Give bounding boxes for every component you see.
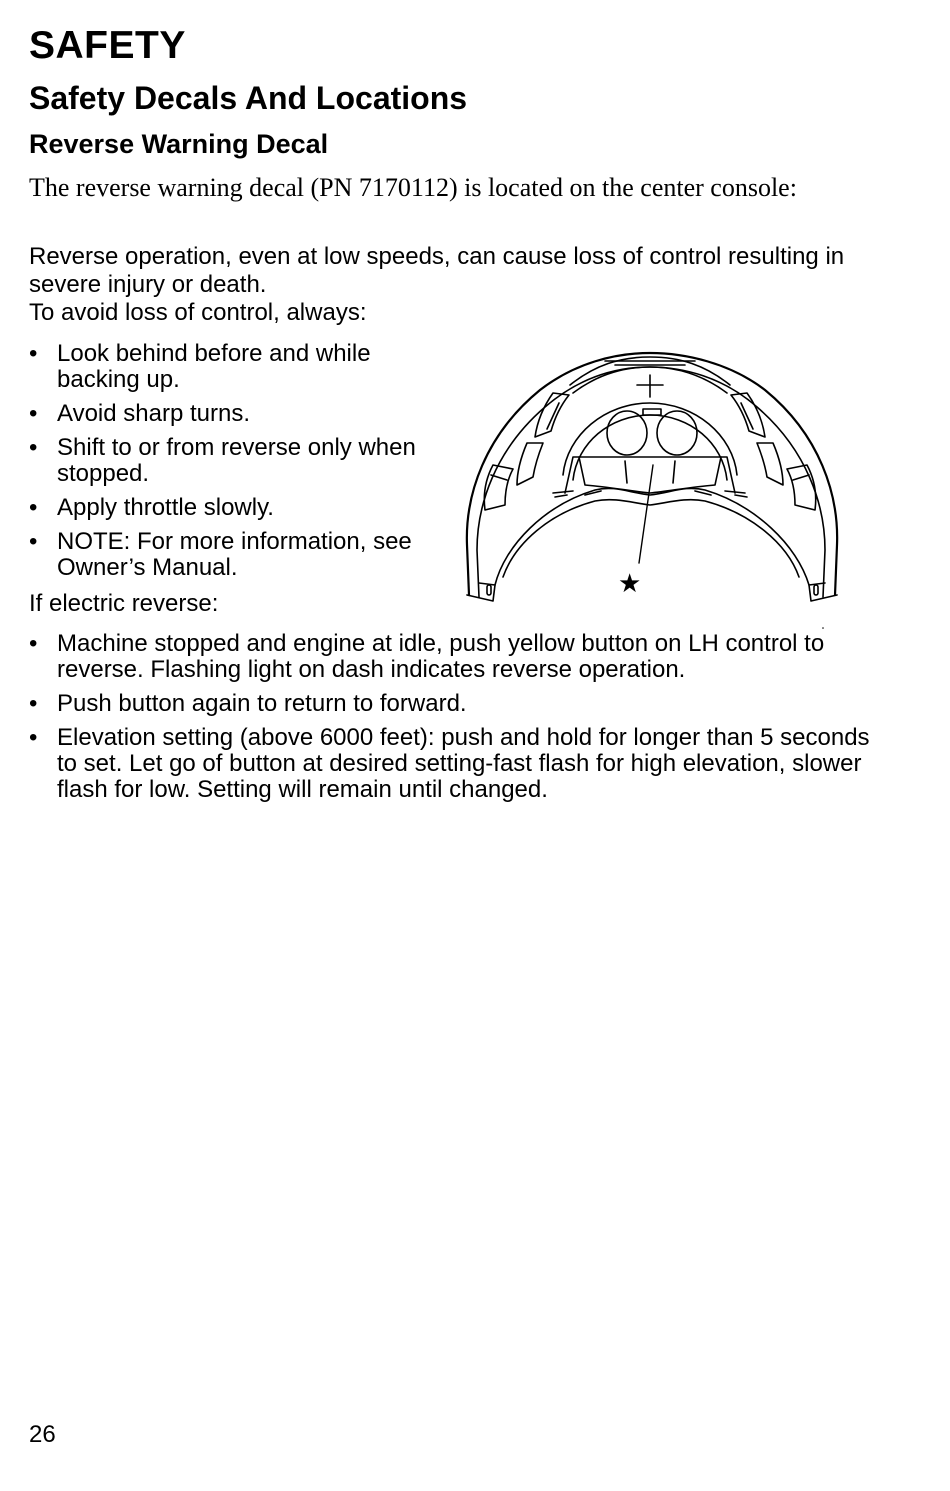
section-title: SAFETY: [29, 24, 186, 67]
intro-paragraph: The reverse warning decal (PN 7170112) is located on the center console:: [29, 173, 797, 202]
subsection-title: Safety Decals And Locations: [29, 80, 468, 116]
list-item-text: Apply throttle slowly.: [57, 494, 274, 521]
always-list: [29, 341, 429, 589]
list-item-text: Shift to or from reverse only when stopped.: [57, 434, 416, 487]
bullet-icon: •: [29, 400, 38, 427]
list-item: [29, 631, 889, 683]
bullet-icon: •: [29, 528, 38, 555]
list-item: [29, 435, 429, 487]
page-number: 26: [29, 1421, 56, 1448]
list-item-text: NOTE: For more information, see Owner’s Manual.: [57, 528, 412, 581]
warning-text: [29, 243, 889, 327]
bullet-icon: •: [29, 724, 38, 751]
topic-title: Reverse Warning Decal: [29, 129, 329, 159]
bullet-icon: •: [29, 340, 38, 367]
list-item-text: Look behind before and while backing up.: [57, 340, 371, 393]
list-item-text: Push button again to return to forward.: [57, 690, 467, 717]
list-item: [29, 401, 429, 427]
warning-line-2: To avoid loss of control, always:: [29, 299, 367, 326]
list-item-text: Avoid sharp turns.: [57, 400, 250, 427]
list-item-text: Machine stopped and engine at idle, push yellow button on LH control to reverse. Flashing light on dash indicates reverse operation.: [57, 630, 825, 683]
warning-line-1: Reverse operation, even at low speeds, can cause loss of control resulting in severe injury or death.: [29, 243, 845, 298]
electric-reverse-label: If electric reverse:: [29, 590, 219, 617]
list-item: [29, 529, 429, 581]
bullet-icon: •: [29, 690, 38, 717]
console-line-drawing-icon: [455, 345, 845, 635]
list-item-text: Elevation setting (above 6000 feet): push and hold for longer than 5 seconds to set. Let go of button at desired setting-fast flash for high elevation, slower flash for low. Setting will remain until changed.: [57, 724, 870, 803]
bullet-icon: •: [29, 434, 38, 461]
bullet-icon: •: [29, 494, 38, 521]
electric-reverse-list: [29, 631, 889, 811]
list-item: [29, 691, 889, 717]
list-item: [29, 725, 889, 803]
console-illustration: [455, 345, 845, 635]
list-item: [29, 341, 429, 393]
decal-location-marker-icon: ★: [618, 569, 642, 599]
bullet-icon: •: [29, 630, 38, 657]
list-item: [29, 495, 429, 521]
